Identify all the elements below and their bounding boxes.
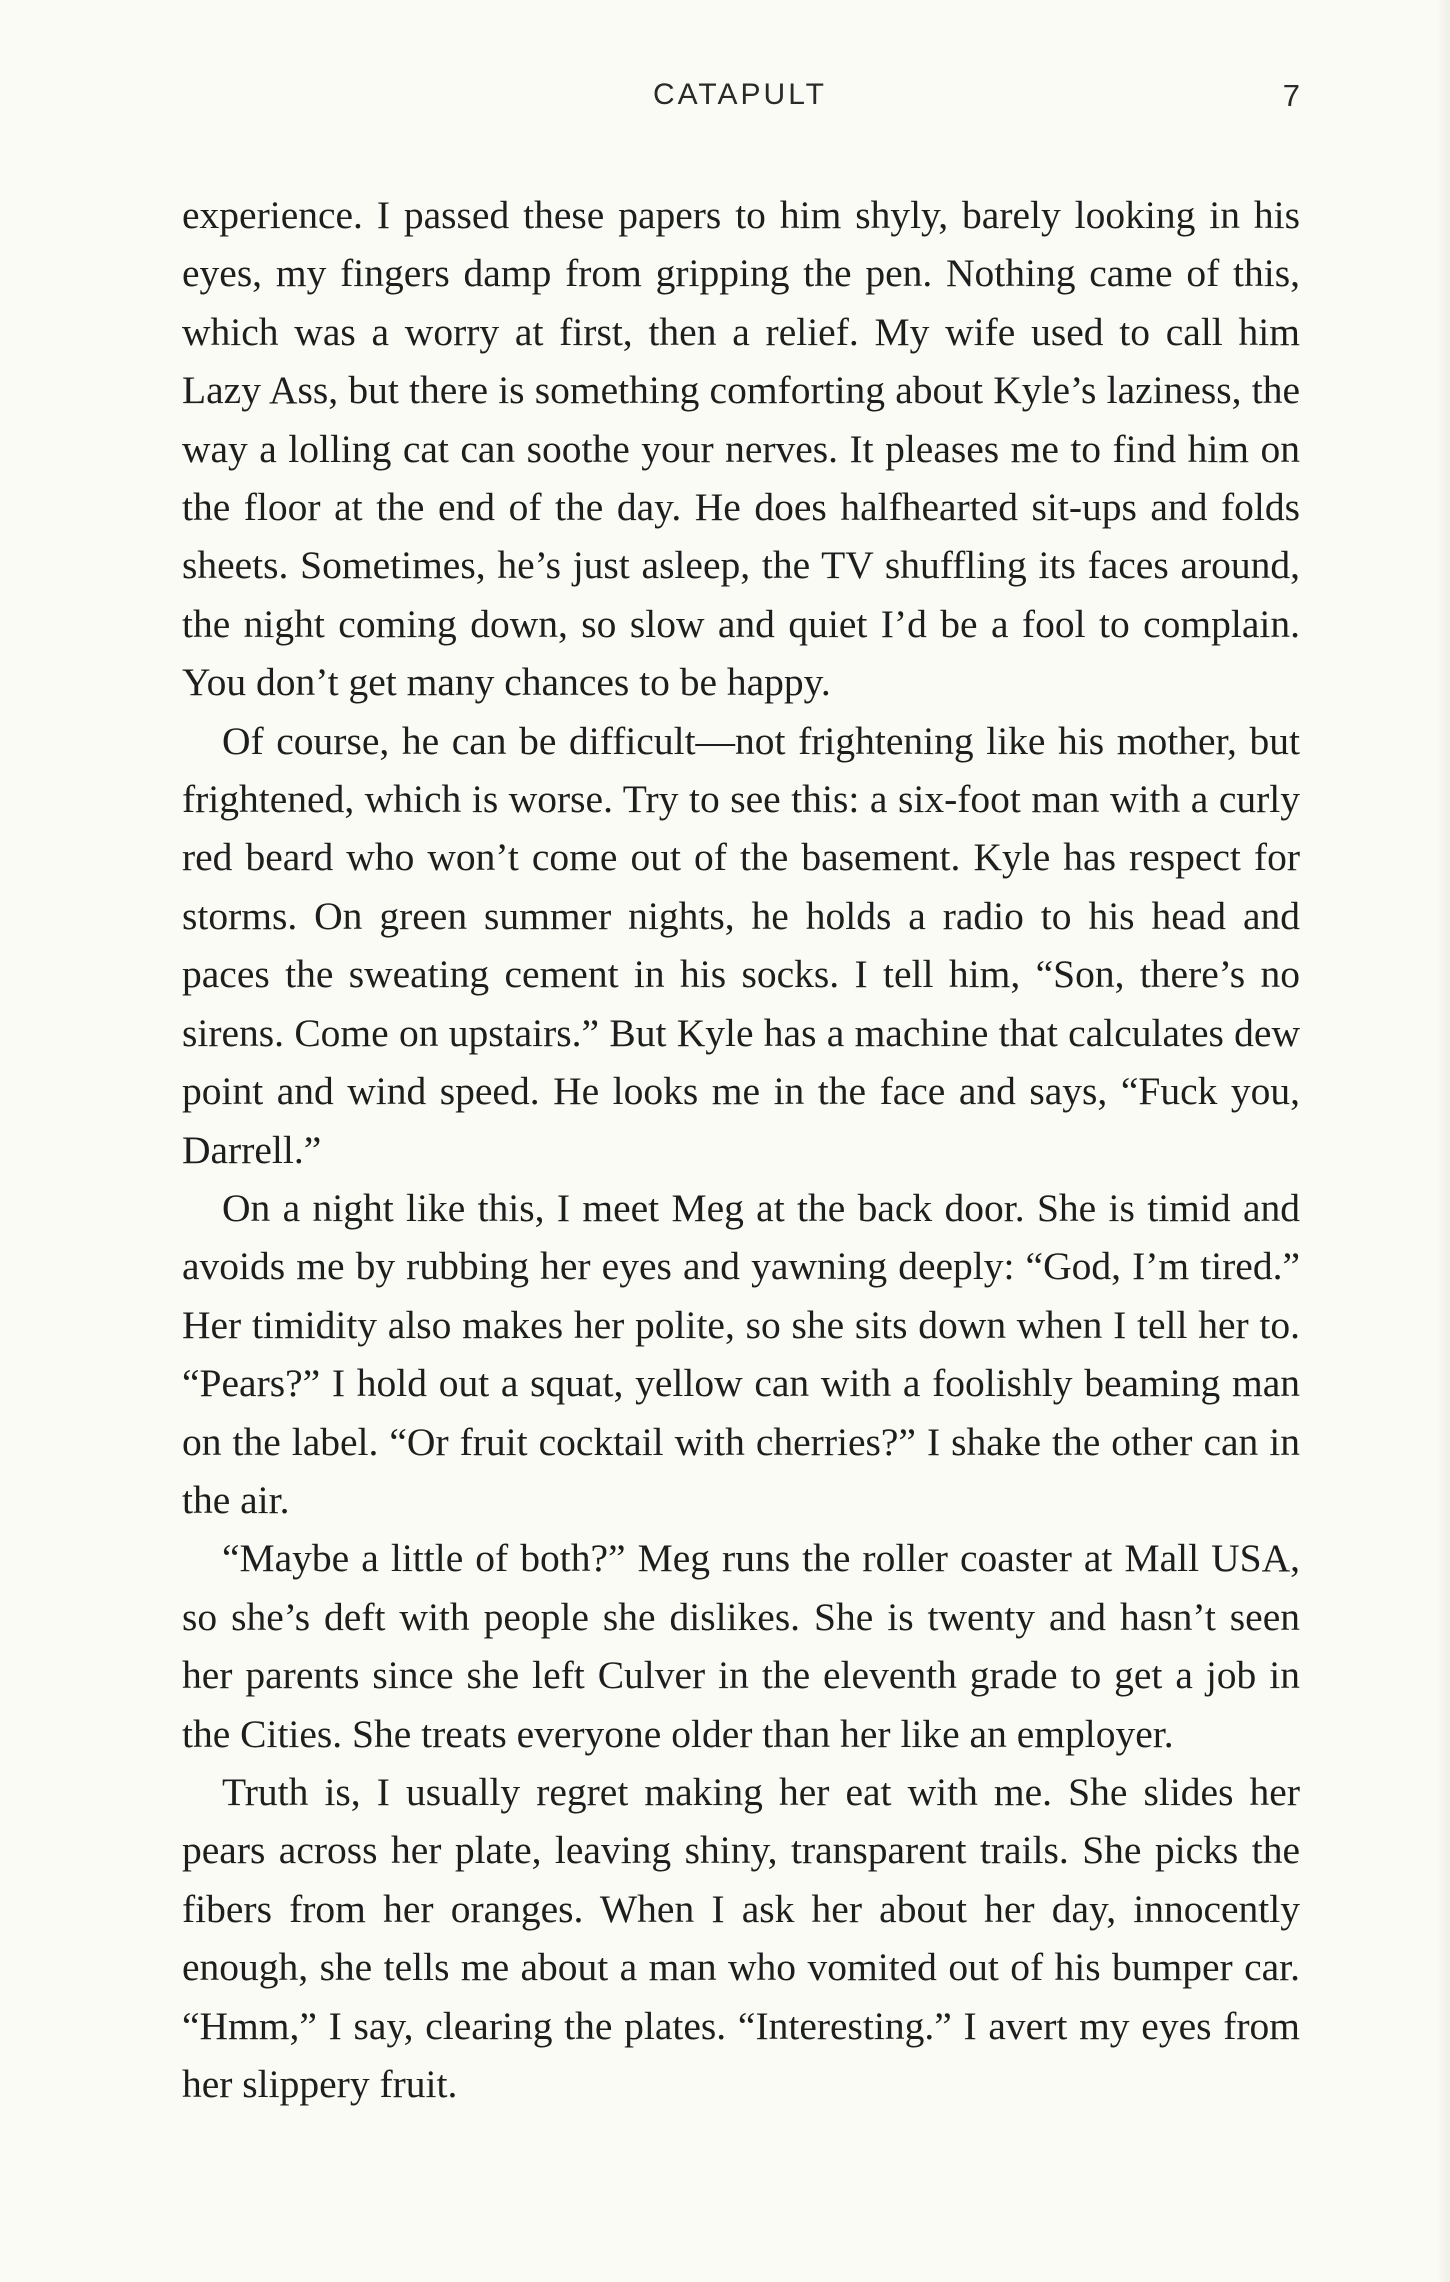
body-text [182, 186, 1300, 2113]
page-number: 7 [1282, 78, 1300, 113]
paragraph-5: Truth is, I usually regret making her eat with me. She slides her pears across her plate, leaving shiny, transparent trails. She picks the fibers from her oranges. When I ask her about her day, innocently enough, she tells me about a man who vomited out of his bumper car. “Hmm,” I say, clearing the plates. “Interesting.” I avert my eyes from her slippery fruit. [182, 1769, 1300, 2106]
paragraph-1: experience. I passed these papers to him shyly, barely looking in his eyes, my fingers damp from gripping the pen. Nothing came of this, which was a worry at first, then a relief. My wife used to call him Lazy Ass, but there is something comforting about Kyle’s laziness, the way a lolling cat can soothe your nerves. It pleases me to find him on the floor at the end of the day. He does halfhearted sit-ups and folds sheets. Sometimes, he’s just asleep, the TV shuffling its faces around, the night coming down, so slow and quiet I’d be a fool to complain. You don’t get many chances to be happy. [182, 193, 1300, 705]
paragraph-4: “Maybe a little of both?” Meg runs the roller coaster at Mall USA, so she’s deft with people she dislikes. She is twenty and hasn’t seen her parents since she left Culver in the eleventh grade to get a job in the Cities. She treats everyone older than her like an employer. [182, 1536, 1300, 1756]
paragraph-2: Of course, he can be difficult—not frightening like his mother, but frightened, which is worse. Try to see this: a six-foot man with a curly red beard who won’t come out of the basement. Kyle has respect for storms. On green summer nights, he holds a radio to his head and paces the sweating cement in his socks. I tell him, “Son, there’s no sirens. Come on upstairs.” But Kyle has a machine that calculates dew point and wind speed. He looks me in the face and says, “Fuck you, Darrell.” [182, 718, 1300, 1172]
running-head: CATAPULT [652, 78, 827, 111]
page-header [180, 78, 1300, 138]
page-edge-shadow [1436, 0, 1450, 2282]
paragraph-3: On a night like this, I meet Meg at the back door. She is timid and avoids me by rubbing her eyes and yawning deeply: “God, I’m tired.” Her timidity also makes her polite, so she sits down when I tell her to. “Pears?” I hold out a squat, yellow can with a foolishly beaming man on the label. “Or fruit cocktail with cherries?” I shake the other can in the air. [182, 1185, 1300, 1522]
